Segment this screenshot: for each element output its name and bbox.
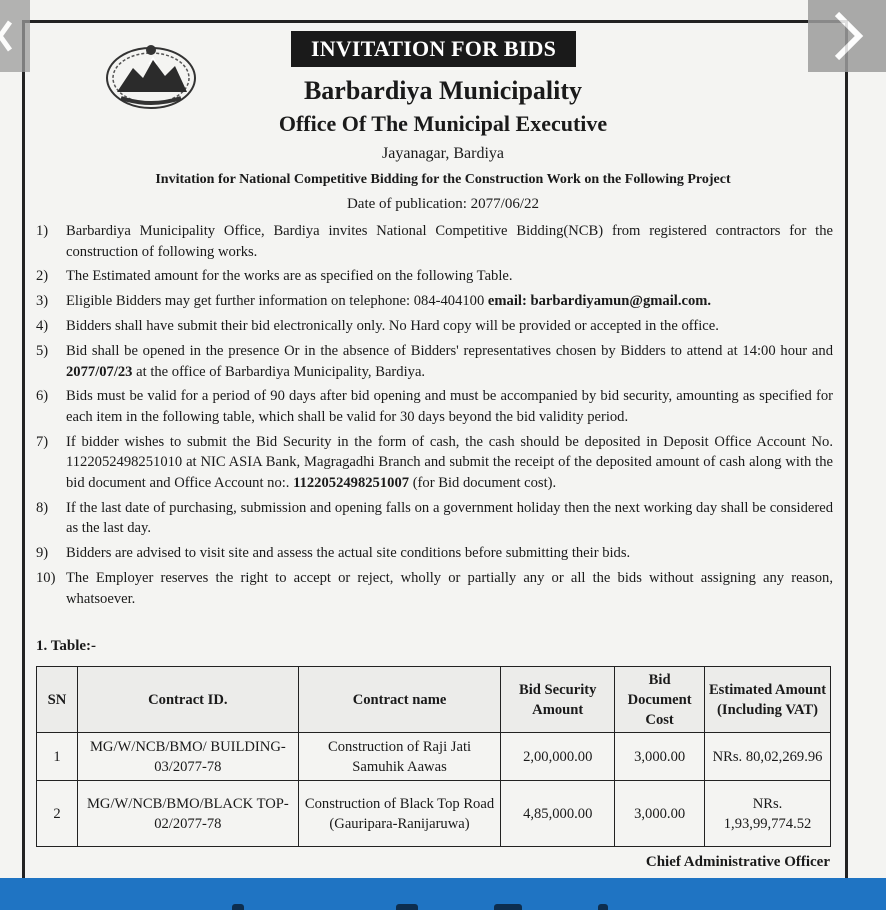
list-item: 4) Bidders shall have submit their bid electronically only. No Hard copy will be provided or accepted in the office. xyxy=(36,318,719,335)
table-cell: 4,85,000.00 xyxy=(501,781,615,847)
table-cell: 2,00,000.00 xyxy=(501,733,615,781)
list-item: 2) The Estimated amount for the works are as specified on the following Table. xyxy=(36,268,513,285)
table-cell: 3,000.00 xyxy=(615,781,705,847)
list-item: 5) Bid shall be opened in the presence Or in the absence of Bidders' representatives chosen by Bidders to attend at 14:00 hour and 2077/07/23 at the office of Barbardiya Municipality, Bardiya. xyxy=(36,343,833,380)
table-cell: MG/W/NCB/BMO/ BUILDING- 03/2077-78 xyxy=(77,733,298,781)
toolbar-icon[interactable] xyxy=(598,904,608,910)
previous-page-button[interactable] xyxy=(0,0,30,72)
column-header: Contract name xyxy=(298,667,501,733)
contact-email: email: barbardiyamun@gmail.com. xyxy=(487,293,712,310)
instructions-list xyxy=(36,221,833,613)
publication-date: Date of publication: 2077/06/22 xyxy=(346,196,540,212)
column-header: Bid Security Amount xyxy=(501,667,615,733)
table-title: 1. Table:- xyxy=(36,638,97,654)
toolbar-icon[interactable] xyxy=(396,904,418,910)
table-cell: NRs. 80,02,269.96 xyxy=(705,733,831,781)
office-account-number: 1122052498251007 xyxy=(293,474,410,491)
list-item: 1) Barbardiya Municipality Office, Bardiya invites National Competitive Bidding(NCB) from registered contractors for the construction of following works. xyxy=(36,223,833,260)
office-name: Office Of The Municipal Executive xyxy=(278,111,608,136)
chevron-right-icon xyxy=(827,8,867,64)
municipality-name: Barbardiya Municipality xyxy=(303,76,583,105)
list-item: 10) The Employer reserves the right to accept or reject, wholly or partially any or all the bids without assigning any reason, whatsoever. xyxy=(36,570,833,607)
table-cell: Construction of Black Top Road (Gauripara-Ranijaruwa) xyxy=(298,781,501,847)
list-item: 9) Bidders are advised to visit site and assess the actual site conditions before submitting their bids. xyxy=(36,545,631,562)
invitation-line: Invitation for National Competitive Bidding for the Construction Work on the Following Project xyxy=(155,172,731,187)
table-cell: MG/W/NCB/BMO/BLACK TOP- 02/2077-78 xyxy=(77,781,298,847)
page-title-badge: INVITATION FOR BIDS xyxy=(291,31,576,67)
toolbar-icon[interactable] xyxy=(232,904,244,910)
table-cell: Construction of Raji Jati Samuhik Aawas xyxy=(298,733,501,781)
list-item: 6) Bids must be valid for a period of 90 days after bid opening and must be accompanied by bid security, amounting as specified for each item in the following table, which shall be valid for 30 days beyond the bid validity period. xyxy=(36,388,833,425)
bottom-toolbar xyxy=(0,878,886,910)
bids-table xyxy=(36,666,831,847)
next-page-button[interactable] xyxy=(808,0,886,72)
table-cell: 2 xyxy=(37,781,78,847)
table-row xyxy=(37,733,831,781)
table-row xyxy=(37,781,831,847)
column-header: Bid Document Cost xyxy=(615,667,705,733)
list-item: 3) Eligible Bidders may get further information on telephone: 084-404100 email: barbardiyamun@gmail.com. xyxy=(36,293,712,310)
chevron-left-icon xyxy=(0,0,30,72)
table-cell: NRs. 1,93,99,774.52 xyxy=(705,781,831,847)
table-cell: 3,000.00 xyxy=(615,733,705,781)
column-header: Estimated Amount (Including VAT) xyxy=(705,667,831,733)
list-item: 8) If the last date of purchasing, submission and opening falls on a government holiday then the next working day shall be considered as the last day. xyxy=(36,499,833,537)
column-header: Contract ID. xyxy=(77,667,298,733)
toolbar-icon[interactable] xyxy=(494,904,522,910)
location: Jayanagar, Bardiya xyxy=(382,145,504,162)
table-header-row xyxy=(37,667,831,733)
bid-opening-date: 2077/07/23 xyxy=(66,363,133,380)
column-header: SN xyxy=(37,667,78,733)
table-cell: 1 xyxy=(37,733,78,781)
signoff: Chief Administrative Officer xyxy=(645,854,830,870)
list-item: 7) If bidder wishes to submit the Bid Security in the form of cash, the cash should be deposited in Deposit Office Account No. 1122052498251010 at NIC ASIA Bank, Magragadhi Branch and submit the receipt of the deposited amount of cash along with the bid document and Office Account no:. 1122052498251007 (for Bid document cost). xyxy=(36,433,833,491)
